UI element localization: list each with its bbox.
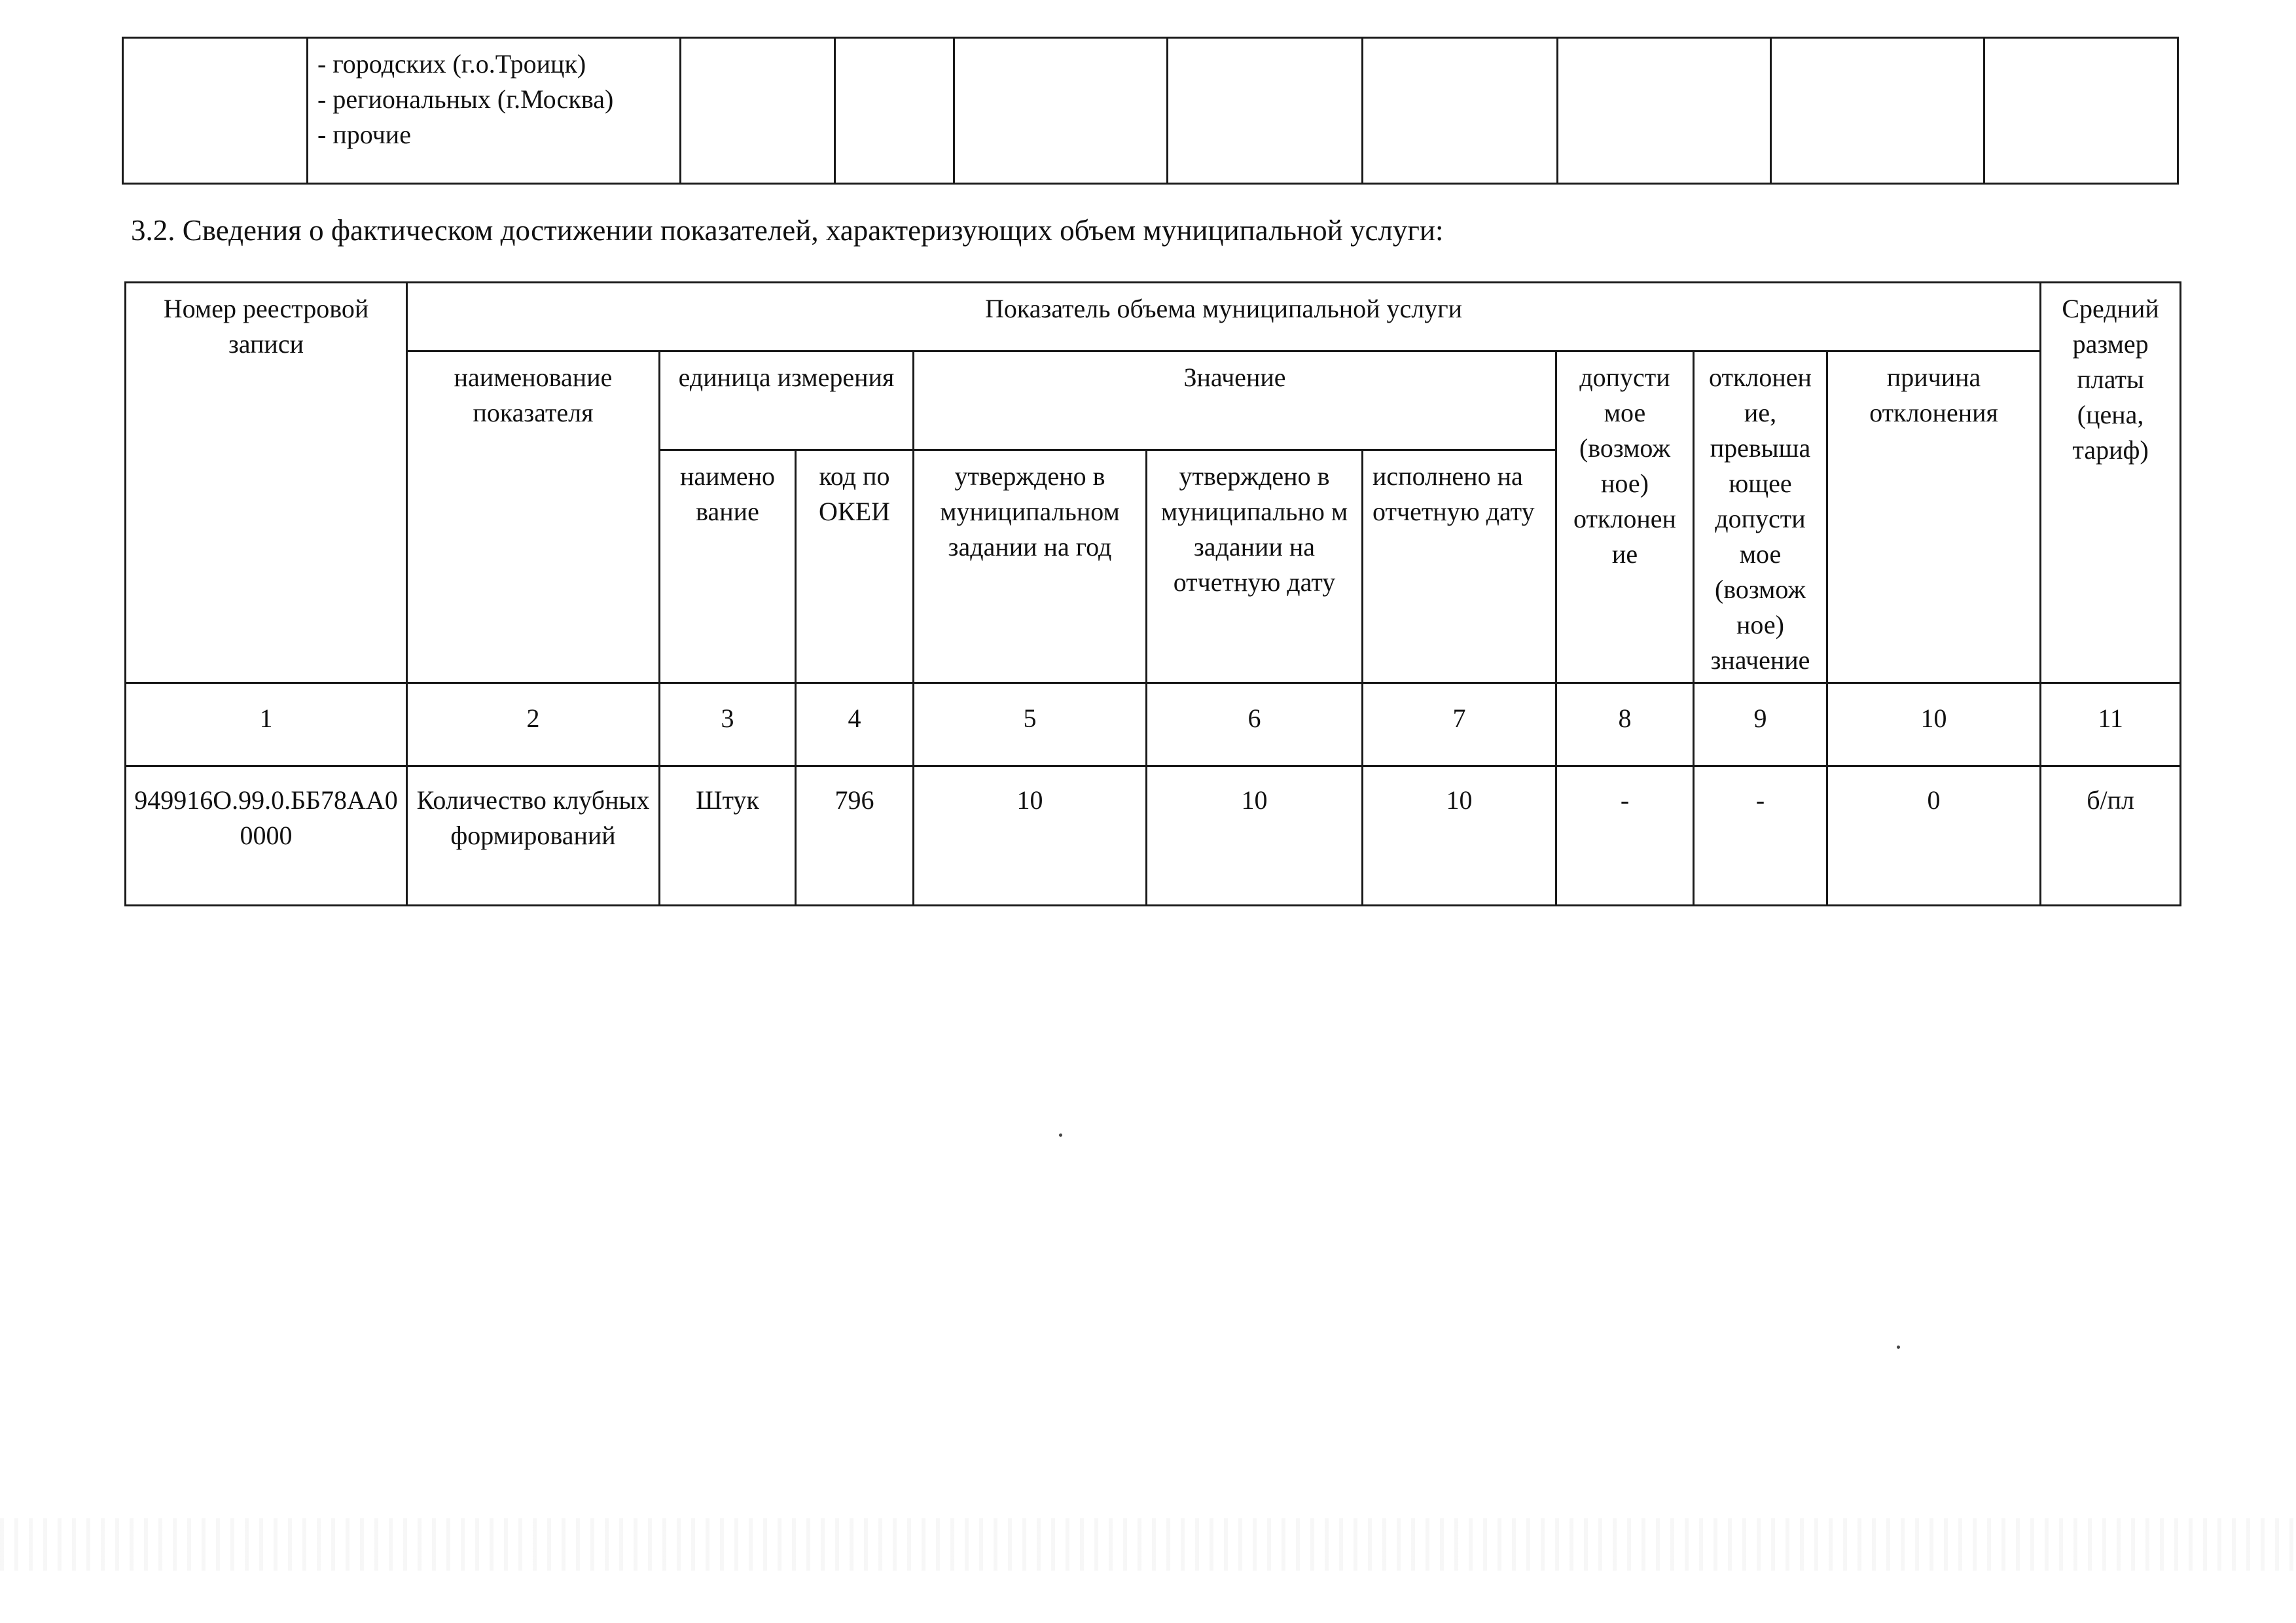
empty-cell [1168, 38, 1363, 184]
volume-indicators-table [124, 281, 2181, 906]
header-avg-fee: Средний размер платы (цена, тариф) [2041, 283, 2181, 683]
list-item: - городских (г.о.Троицк) [317, 49, 586, 79]
cell-indicator-name: Количество клубных формирований [407, 766, 660, 906]
column-number: 10 [1827, 683, 2041, 766]
column-number-row [126, 683, 2181, 766]
column-number: 8 [1556, 683, 1694, 766]
header-volume-indicator: Показатель объема муниципальной услуги [407, 283, 2041, 351]
header-registry-number: Номер реестровой записи [126, 283, 407, 683]
scan-speck [1897, 1346, 1900, 1349]
table-row [126, 766, 2181, 906]
column-number: 4 [796, 683, 914, 766]
cell-deviation-reason: 0 [1827, 766, 2041, 906]
column-number: 9 [1694, 683, 1827, 766]
empty-cell [954, 38, 1168, 184]
empty-cell [123, 38, 308, 184]
section-heading: 3.2. Сведения о фактическом достижении показателей, характеризующих объем муниципальной услуги: [131, 214, 1444, 247]
column-number: 2 [407, 683, 660, 766]
cell-exceeding-deviation: - [1694, 766, 1827, 906]
header-deviation-reason: причина отклонения [1827, 351, 2041, 683]
cell-unit-name: Штук [660, 766, 796, 906]
cell-allowed-deviation: - [1556, 766, 1694, 906]
list-item: - прочие [317, 120, 411, 149]
column-number: 7 [1363, 683, 1556, 766]
empty-cell [1771, 38, 1984, 184]
column-number: 11 [2041, 683, 2181, 766]
header-allowed-deviation: допусти мое (возмож ное) отклонен ие [1556, 351, 1694, 683]
header-executed-date: исполнено на отчетную дату [1363, 450, 1556, 683]
header-unit: единица измерения [660, 351, 914, 450]
category-list-cell [308, 38, 681, 184]
cell-registry-number: 949916О.99.0.ББ78АА00000 [126, 766, 407, 906]
list-item: - региональных (г.Москва) [317, 84, 614, 114]
column-number: 1 [126, 683, 407, 766]
scan-noise [0, 1518, 2296, 1571]
column-number: 3 [660, 683, 796, 766]
empty-cell [1363, 38, 1558, 184]
previous-table-continuation [122, 37, 2179, 185]
header-approved-date: утверждено в муниципально м задании на отчетную дату [1147, 450, 1363, 683]
header-value: Значение [914, 351, 1556, 450]
empty-cell [681, 38, 835, 184]
cell-approved-date: 10 [1147, 766, 1363, 906]
cell-avg-fee: б/пл [2041, 766, 2181, 906]
empty-cell [1984, 38, 2178, 184]
column-number: 6 [1147, 683, 1363, 766]
empty-cell [835, 38, 954, 184]
header-okei-code: код по ОКЕИ [796, 450, 914, 683]
header-unit-name: наимено вание [660, 450, 796, 683]
header-exceeding-deviation: отклонен ие, превыша ющее допусти мое (возмож ное) значение [1694, 351, 1827, 683]
column-number: 5 [914, 683, 1147, 766]
header-approved-year: утверждено в муниципальном задании на год [914, 450, 1147, 683]
cell-okei-code: 796 [796, 766, 914, 906]
header-indicator-name: наименование показателя [407, 351, 660, 683]
empty-cell [1558, 38, 1771, 184]
cell-approved-year: 10 [914, 766, 1147, 906]
cell-executed-date: 10 [1363, 766, 1556, 906]
scan-speck [1059, 1133, 1062, 1137]
